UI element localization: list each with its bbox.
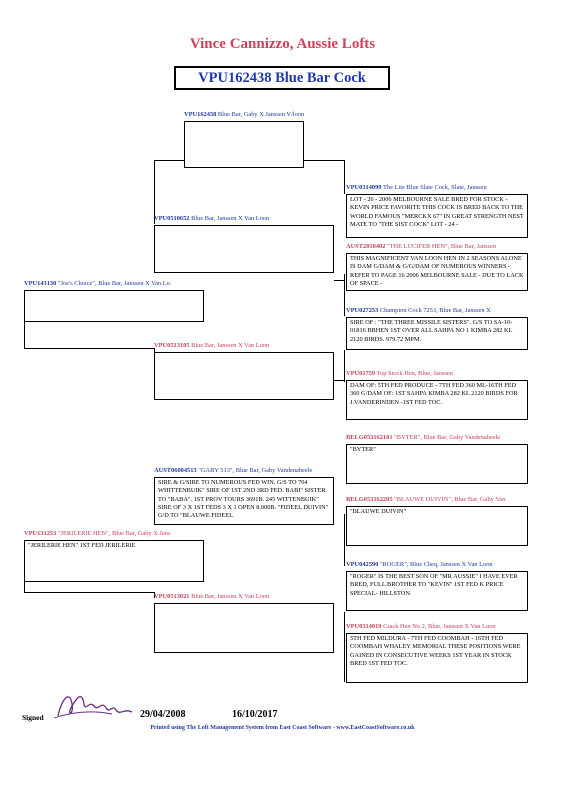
sdd-box <box>346 380 528 420</box>
dsd-label <box>346 496 505 504</box>
ddd-ring: VPU0314019 <box>346 623 382 630</box>
connector-line <box>24 348 154 349</box>
ssd-notes: THIS MAGNIFICENT VAN LOON HEN IN 2 SEASONS ALONE IS DAM G/DAM & G/G/DAM OF NUMEROUS WINNERS - REFER TO PAGE 16 2006 MELBOURNE SALE - DUE TO LACK OF SPACE - <box>350 255 524 287</box>
ds-desc: "JERILERIE HEN", Blue Bar, Gaby X Jans <box>57 530 171 537</box>
ds-label <box>24 530 170 538</box>
ssd-desc: "THE LUCIFER HEN", Blue Bar, Janssen <box>387 243 497 250</box>
dds-notes: "ROGER" IS THE BEST SON OF "MR AUSSIE" I HAVE EVER BRED, FULL BROTHER TO "KEVIN" 1ST FED K PRICE SPECIAL- HILLSTON. <box>350 573 518 597</box>
dds-ring: VPU042590 <box>346 561 379 568</box>
signature-icon <box>52 686 142 722</box>
ds-ring: VPU131253 <box>24 530 57 537</box>
sds-box <box>346 317 528 350</box>
sdd-notes: DAM OF: 5TH FED PRODUCE - 7TH FED 360 ML-16TH FED 360 G/DAM OF: 1ST SAHPA KIMBA 282 KL 2120 BIRDS FOR J.VANDERINDEN -1ST FED TOC. <box>350 382 518 406</box>
ds-box <box>24 540 204 582</box>
printed-by-line: Printed using The Loft Management System from East Coast Software - www.EastCoastSoftware.co.uk <box>150 725 415 731</box>
sss-box <box>346 194 528 238</box>
subject-label <box>184 111 304 119</box>
dd-box <box>154 603 334 653</box>
dds-box <box>346 571 528 611</box>
sss-notes: LOT - 26 - 2006 MELBOURNE SALE BRED FOR STOCK - KEVIN PRICE FAVORITE THIS COCK IS BRED BACK TO THE WORLD FAMOUS "MERCKX 67" IN GREAT STRENGTH NEST MATE TO "THE SIST COCK" LOT - 24 - <box>350 196 524 228</box>
sd-desc: Blue Bar, Janssen X Van Loon <box>191 342 270 349</box>
dam-notes: SIRE & G/SIRE TO NUMEROUS FED WIN. G/S TO 704 WHITTENBUIK" SIRE OF 1ST 2ND 3RD FED. BABI" SISTER TO "BABA". 1ST PROV TOURS 3691B. 245 WITTENBUIK" SIRE OF 3 X 1ST FEDS 3 X 1 OPEN 8.000B. "FIDEEL DUIVIN" G/D TO "BLAUWE FIDEEL <box>158 479 329 520</box>
sire-box <box>154 225 334 273</box>
dd-desc: Blue Bar, Janssen X Van Loon <box>191 593 270 600</box>
ddd-box <box>346 633 528 683</box>
sdd-label <box>346 370 453 378</box>
connector-line <box>344 350 345 382</box>
bird-title: VPU162438 Blue Bar Cock <box>174 66 390 90</box>
subject-ring: VPU162438 <box>184 111 217 118</box>
ssd-box <box>346 253 528 291</box>
ss-box <box>24 290 204 322</box>
dsd-ring: BELG053162205 <box>346 496 393 503</box>
connector-line <box>24 322 25 348</box>
sire-ring: VPU0510652 <box>154 215 190 222</box>
sds-ring: VPU027253 <box>346 307 379 314</box>
signed-label: Signed <box>22 713 44 722</box>
sdd-ring: VPU01759 <box>346 370 376 377</box>
sd-box <box>154 352 334 400</box>
ssd-ring: AUST2010402 <box>346 243 386 250</box>
dss-notes: "BYTER" <box>350 446 376 453</box>
sd-ring: VPU0513105 <box>154 342 190 349</box>
connector-line <box>344 160 345 194</box>
connector-line <box>24 582 25 592</box>
ddd-notes: 5TH FED MILDURA - 7TH FED COOMBAH - 16TH FED COOMBAH WHALEY MEMORIAL THESE POSITIONS WERE GAINED IN CONSECUTIVE WEEKS 1ST YEAR IN STOCK BRED 1ST FED TOC. <box>350 635 521 667</box>
sds-label <box>346 307 491 315</box>
subject-desc: Blue Bar, Gaby X Janssen V/loon <box>217 111 305 118</box>
dsd-box <box>346 506 528 546</box>
dss-box <box>346 444 528 484</box>
dam-label <box>154 467 312 475</box>
dam-box <box>154 477 334 525</box>
ss-ring: VPU143130 <box>24 280 57 287</box>
dam-ring: AUST06004513 <box>154 467 197 474</box>
connector-line <box>334 380 344 381</box>
dsd-desc: "BLAUWE DUIVIN", Blue Bar, Gaby Van <box>394 496 506 503</box>
sss-desc: The Lite Blue Slate Cock, Slate, Janssen <box>383 184 487 191</box>
loft-name: Vince Cannizzo, Aussie Lofts <box>189 36 376 52</box>
ddd-desc: Crack Hen No 2, Blue, Janssen X Van Loon <box>383 623 496 630</box>
sss-ring: VPU0314099 <box>346 184 382 191</box>
connector-line <box>344 514 345 566</box>
sss-label <box>346 184 487 192</box>
ss-desc: "Joe's Choice", Blue Bar, Janssen X Van Lo <box>57 280 170 287</box>
sd-label <box>154 342 269 350</box>
dsd-notes: "BLAUWE DUIVIN" <box>350 508 407 515</box>
connector-line <box>24 592 154 593</box>
dds-desc: "ROGER", Blue Cheq, Janssen X Van Loon <box>379 561 493 568</box>
ds-notes: "JERILERIE HEN" 1ST FED JERILERIE <box>28 542 136 549</box>
dss-desc: "BYTER", Blue Bar, Gaby Vandenabeele <box>394 434 501 441</box>
dss-ring: BELG053162101 <box>346 434 393 441</box>
dd-label <box>154 593 269 601</box>
ddd-label <box>346 623 496 631</box>
ssd-label <box>346 243 496 251</box>
ss-label <box>24 280 170 288</box>
dss-label <box>346 434 500 442</box>
subject-box <box>184 121 304 168</box>
dam-desc: "GABY 513", Blue Bar, Gaby Vandenabeele <box>198 467 313 474</box>
dds-label <box>346 561 493 569</box>
sds-notes: SIRE OF : "THE THREE MISSILE SISTERS". G/S TO SA-10-01816 BBHEN 1ST OVER ALL SAHPA NO 1 KIMBA 282 KL 2120 BIRDS. 979.72 MPM. <box>350 319 513 343</box>
sdd-desc: Top Stock Hen, Blue, Janssen <box>376 370 453 377</box>
connector-line <box>344 274 345 316</box>
signed-date: 29/04/2008 <box>140 709 186 720</box>
sds-desc: Champion Cock 7253, Blue Bar, Janssen X <box>379 307 491 314</box>
connector-line <box>334 280 344 281</box>
connector-line <box>344 612 345 682</box>
sire-desc: Blue Bar, Janssen X Van Loon <box>191 215 270 222</box>
print-date: 16/10/2017 <box>232 709 278 720</box>
dd-ring: VPU0513021 <box>154 593 190 600</box>
sire-label <box>154 215 269 223</box>
